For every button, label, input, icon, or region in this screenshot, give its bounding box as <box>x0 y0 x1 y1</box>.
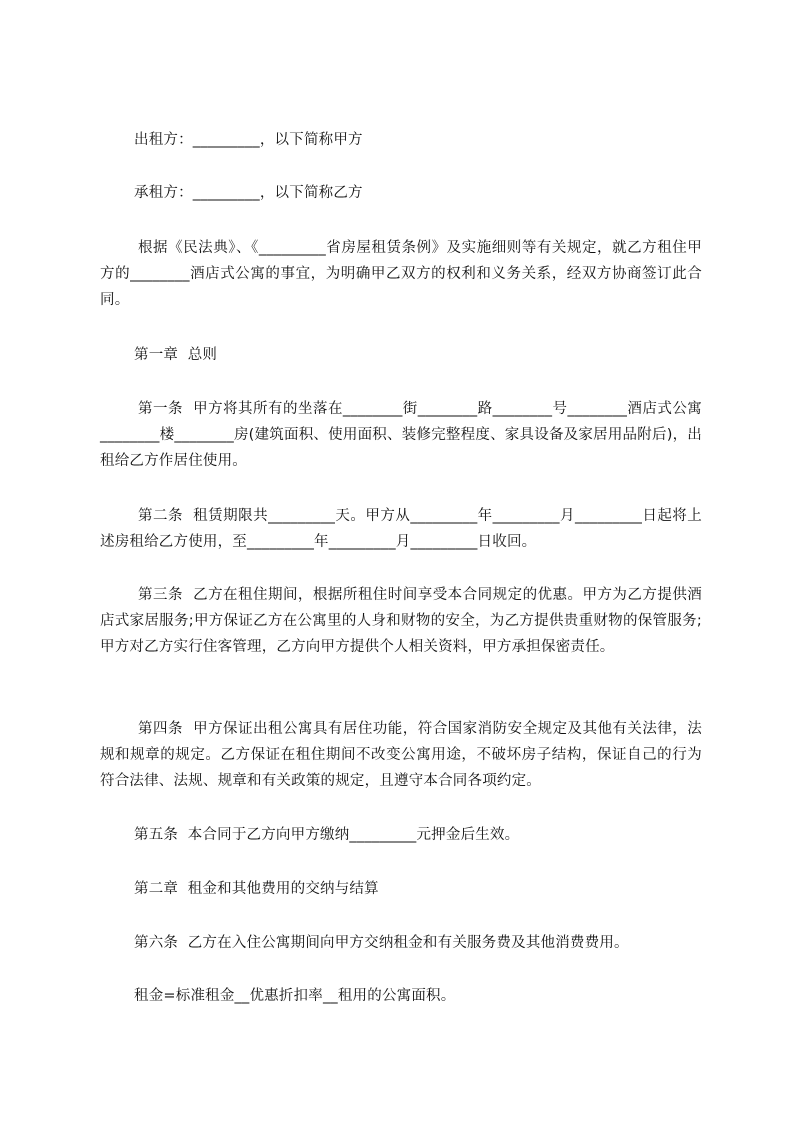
lessor-line: 出租方：_________，以下简称甲方 <box>134 132 363 148</box>
article-5: 第五条 本合同于乙方向甲方缴纳_________元押金后生效。 <box>134 827 520 843</box>
article-2: 第二条 租赁期限共_________天。甲方从_________年_________月_________日起将上述房租给乙方使用，至_________年_________月_________日收回。 <box>100 508 702 550</box>
chapter-1-title: 第一章 总则 <box>134 347 218 363</box>
article-3: 第三条 乙方在租住期间，根据所租住时间享受本合同规定的优惠。甲方为乙方提供酒店式家居服务;甲方保证乙方在公寓里的人身和财物的安全，为乙方提供贵重财物的保管服务;甲方对乙方实行住客管理，乙方向甲方提供个人相关资料，甲方承担保密责任。 <box>100 587 702 655</box>
article-1: 第一条 甲方将其所有的坐落在________街________路________号________酒店式公寓________楼________房(建筑面积、使用面积、装修完整程度、家具设备及家居用品附后)，出租给乙方作居住使用。 <box>100 401 702 469</box>
lessee-line: 承租方：_________，以下简称乙方 <box>134 185 363 201</box>
preamble-paragraph: 根据《民法典》、《_________省房屋租赁条例》及实施细则等有关规定，就乙方租住甲方的________酒店式公寓的事宜，为明确甲乙双方的权利和义务关系，经双方协商签订此合同。 <box>100 240 702 308</box>
article-4: 第四条 甲方保证出租公寓具有居住功能，符合国家消防安全规定及其他有关法律，法规和规章的规定。乙方保证在租住期间不改变公寓用途，不破坏房子结构，保证自己的行为符合法律、法规、规章和有关政策的规定，且遵守本合同各项约定。 <box>100 721 702 789</box>
article-6: 第六条 乙方在入住公寓期间向甲方交纳租金和有关服务费及其他消费费用。 <box>134 935 629 951</box>
rent-formula: 租金=标准租金__优惠折扣率__租用的公寓面积。 <box>134 988 456 1004</box>
chapter-2-title: 第二章 租金和其他费用的交纳与结算 <box>134 881 379 897</box>
